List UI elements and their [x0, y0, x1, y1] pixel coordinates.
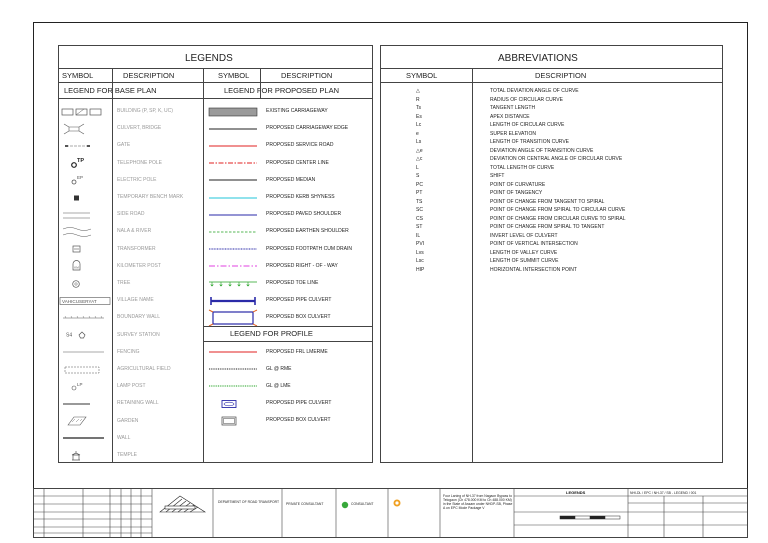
earthen-shoulder-icon: [205, 224, 263, 240]
consultant-two: CONSULTANT: [351, 502, 374, 506]
abbr-symbol: SC: [416, 207, 423, 213]
abbr-symbol: R: [416, 96, 420, 103]
svg-text:KM: KM: [74, 265, 79, 270]
abbr-description: POINT OF CHANGE FROM SPIRAL TO TANGENT: [490, 224, 605, 230]
abbr-description: LENGTH OF SUMMIT CURVE: [490, 258, 559, 264]
legends-description-header-1: DESCRIPTION: [123, 71, 175, 80]
abbr-symbol: TS: [416, 198, 423, 205]
profile-box-culvert-icon: [205, 413, 263, 429]
proposed-plan-item-label: PROPOSED RIGHT - OF - WAY: [266, 262, 338, 269]
abbr-symbol: IL: [416, 232, 421, 239]
center-line-icon: [205, 155, 263, 171]
title-block: [33, 488, 748, 538]
base-plan-item-label: FENCING: [117, 348, 140, 355]
telephone-pole-icon: [60, 155, 112, 171]
base-plan-item-label: TELEPHONE POLE: [117, 159, 163, 166]
base-plan-item-label: GARDEN: [117, 417, 139, 424]
legends-title: LEGENDS: [185, 53, 233, 64]
transformer-icon: [60, 241, 112, 257]
abbr-symbol: Lc: [416, 122, 422, 128]
abbreviations-title: ABBREVIATIONS: [498, 53, 578, 64]
building-icon: [60, 104, 112, 120]
proposed-plan-item-label: PROPOSED EARTHEN SHOULDER: [266, 228, 349, 235]
abbr-description: TANGENT LENGTH: [490, 105, 536, 111]
base-plan-item-label: WALL: [117, 434, 131, 441]
retaining-wall-icon: [60, 396, 112, 412]
svg-text:S4: S4: [66, 332, 73, 339]
abbr-symbol: Ts: [416, 105, 421, 111]
base-plan-item-label: TRANSFORMER: [117, 245, 156, 252]
profile-item-label: PROPOSED PIPE CULVERT: [266, 400, 332, 407]
base-plan-item-label: BOUNDARY WALL: [117, 314, 160, 321]
legends-description-header-2: DESCRIPTION: [281, 71, 333, 80]
gate-icon: [60, 138, 112, 154]
proposed-plan-item-label: PROPOSED BOX CULVERT: [266, 314, 331, 321]
kilometer-post-icon: [60, 258, 112, 274]
base-plan-item-label: TEMPORARY BENCH MARK: [117, 194, 184, 200]
abbr-symbol: Es: [416, 113, 422, 120]
temple-icon: [60, 448, 112, 464]
base-plan-item-label: GATE: [117, 142, 131, 149]
base-plan-item-label: SIDE ROAD: [117, 211, 145, 218]
abbr-symbol: △: [416, 88, 420, 94]
abbr-symbol: Lsc: [416, 258, 424, 264]
abbr-symbol: Ls: [416, 139, 422, 145]
abbr-description: POINT OF CURVATURE: [490, 181, 546, 188]
abbr-symbol: S: [416, 173, 420, 179]
abbr-symbol: ST: [416, 224, 423, 230]
proposed-plan-item-label: PROPOSED TOE LINE: [266, 280, 319, 286]
proposed-plan-item-label: PROPOSED FOOTPATH CUM DRAIN: [266, 245, 352, 252]
svg-text:LP: LP: [77, 381, 83, 387]
proposed-plan-item-label: PROPOSED CENTER LINE: [266, 159, 329, 166]
profile-item-label: GL @ RME: [266, 365, 292, 372]
boundary-wall-icon: [60, 310, 112, 326]
electric-pole-icon: [60, 172, 112, 188]
proposed-plan-item-label: PROPOSED MEDIAN: [266, 176, 316, 183]
abbr-description: SHIFT: [490, 173, 505, 179]
base-plan-item-label: ELECTRIC POLE: [117, 176, 157, 183]
abbr-description: POINT OF TANGENCY: [490, 190, 543, 196]
base-plan-item-label: KILOMETER POST: [117, 262, 161, 269]
svg-text:EP: EP: [77, 175, 84, 181]
abbr-description: APEX DISTANCE: [490, 113, 530, 120]
abbr-symbol: e: [416, 130, 419, 137]
abbr-description: TOTAL DEVIATION ANGLE OF CURVE: [490, 88, 579, 94]
abbr-description: POINT OF CHANGE FROM CIRCULAR CURVE TO SPIRAL: [490, 215, 626, 222]
abbr-symbol: PC: [416, 181, 423, 188]
abbr-symbol: Lvs: [416, 249, 424, 256]
base-plan-item-label: NALA & RIVER: [117, 228, 152, 235]
gl-rme-icon: [205, 361, 263, 377]
abbr-description: LENGTH OF TRANSITION CURVE: [490, 139, 569, 145]
pipe-culvert-icon: [205, 293, 263, 309]
abbr-description-header: DESCRIPTION: [535, 71, 587, 80]
abbr-symbol: CS: [416, 215, 423, 222]
base-plan-item-label: TREE: [117, 280, 131, 286]
project-note: Four Laning of NH-37 from Nagaon Bypass to Telogaon (Ch 478.000 KM to Ch 488.000 KM) in the State of Assam under NHDP-SB, Phase A on EPC Mode Package V: [443, 494, 513, 510]
abbr-description: LENGTH OF VALLEY CURVE: [490, 249, 558, 256]
abbr-description: POINT OF VERTICAL INTERSECTION: [490, 241, 578, 247]
kerb-icon: [205, 190, 263, 206]
abbr-description: INVERT LEVEL OF CULVERT: [490, 232, 558, 239]
base-plan-item-label: CULVERT, BRIDGE: [117, 125, 162, 132]
abbr-symbol: △c: [416, 156, 423, 162]
existing-carriageway-icon: [205, 104, 263, 120]
garden-icon: [60, 413, 112, 429]
sheet-title: LEGENDS: [566, 490, 586, 495]
proposed-plan-item-label: PROPOSED KERB SHYNESS: [266, 194, 335, 200]
proposed-plan-item-label: PROPOSED CARRIAGEWAY EDGE: [266, 125, 349, 132]
right-of-way-icon: [205, 258, 263, 274]
base-plan-item-label: BUILDING (P, SP, K, UC): [117, 108, 173, 114]
drawing-number: NHI-DL / EPC / NH-37 / SB - LEGEND / 001: [630, 491, 697, 495]
abbr-description: DEVIATION ANGLE OF TRANSITION CURVE: [490, 147, 594, 154]
side-road-icon: [60, 207, 112, 223]
nala-river-icon: [60, 224, 112, 240]
abbr-description: POINT OF CHANGE FROM TANGENT TO SPIRAL: [490, 198, 605, 205]
proposed-plan-item-label: EXISTING CARRIAGEWAY: [266, 108, 328, 114]
abbr-symbol: L: [416, 164, 419, 171]
toe-line-icon: [205, 276, 263, 292]
proposed-plan-item-label: PROPOSED PAVED SHOULDER: [266, 211, 342, 218]
village-name-icon: [60, 293, 112, 309]
gl-lme-icon: [205, 378, 263, 394]
profile-item-label: GL @ LME: [266, 382, 291, 389]
abbr-description: POINT OF CHANGE FROM SPIRAL TO CIRCULAR CURVE: [490, 207, 626, 213]
abbr-description: SUPER ELEVATION: [490, 130, 536, 137]
fencing-icon: [60, 344, 112, 360]
box-culvert-icon: [205, 310, 263, 326]
base-plan-item-label: VILLAGE NAME: [117, 297, 154, 304]
proposed-plan-item-label: PROPOSED SERVICE ROAD: [266, 142, 334, 149]
wall-icon: [60, 430, 112, 446]
culvert-bridge-icon: [60, 121, 112, 137]
carriageway-edge-icon: [205, 121, 263, 137]
lamp-post-icon: [60, 379, 112, 395]
client-block: DEPARTMENT OF ROAD TRANSPORT: [218, 500, 280, 504]
abbr-symbol-header: SYMBOL: [406, 71, 438, 80]
consultant-one: PRIVATE CONSULTANT: [286, 502, 324, 506]
base-plan-heading: LEGEND FOR BASE PLAN: [64, 86, 157, 95]
profile-heading: LEGEND FOR PROFILE: [230, 329, 313, 338]
svg-text:TP: TP: [77, 158, 85, 165]
profile-item-label: PROPOSED BOX CULVERT: [266, 417, 331, 424]
abbr-description: LENGTH OF CIRCULAR CURVE: [490, 122, 565, 128]
svg-text:VAHICUSERYAT: VAHICUSERYAT: [62, 298, 97, 304]
tree-icon: [60, 276, 112, 292]
abbr-description: RADIUS OF CIRCULAR CURVE: [490, 96, 563, 103]
abbr-symbol: HIP: [416, 266, 425, 273]
legends-symbol-header-2: SYMBOL: [218, 71, 250, 80]
base-plan-item-label: AGRICULTURAL FIELD: [117, 366, 171, 372]
median-icon: [205, 172, 263, 188]
benchmark-icon: [60, 190, 112, 206]
service-road-icon: [205, 138, 263, 154]
base-plan-item-label: TEMPLE: [117, 452, 138, 458]
abbr-symbol: PVI: [416, 241, 425, 247]
profile-pipe-culvert-icon: [205, 396, 263, 412]
paved-shoulder-icon: [205, 207, 263, 223]
abbr-description: TOTAL LENGTH OF CURVE: [490, 164, 555, 171]
frl-icon: [205, 344, 263, 360]
agricultural-field-icon: [60, 362, 112, 378]
proposed-plan-heading: LEGEND FOR PROPOSED PLAN: [224, 86, 340, 95]
proposed-plan-item-label: PROPOSED PIPE CULVERT: [266, 297, 332, 304]
profile-item-label: PROPOSED FRL LMERME: [266, 348, 328, 355]
base-plan-item-label: SURVEY STATION: [117, 331, 160, 338]
base-plan-item-label: RETAINING WALL: [117, 400, 159, 407]
base-plan-item-label: LAMP POST: [117, 383, 146, 390]
abbr-description: DEVIATION OR CENTRAL ANGLE OF CIRCULAR CURVE: [490, 156, 623, 162]
survey-station-icon: [60, 327, 112, 343]
abbr-description: HORIZONTAL INTERSECTION POINT: [490, 266, 577, 273]
legends-symbol-header-1: SYMBOL: [62, 71, 94, 80]
abbr-symbol: PT: [416, 190, 423, 196]
abbr-symbol: △e: [416, 147, 423, 154]
footpath-drain-icon: [205, 241, 263, 257]
